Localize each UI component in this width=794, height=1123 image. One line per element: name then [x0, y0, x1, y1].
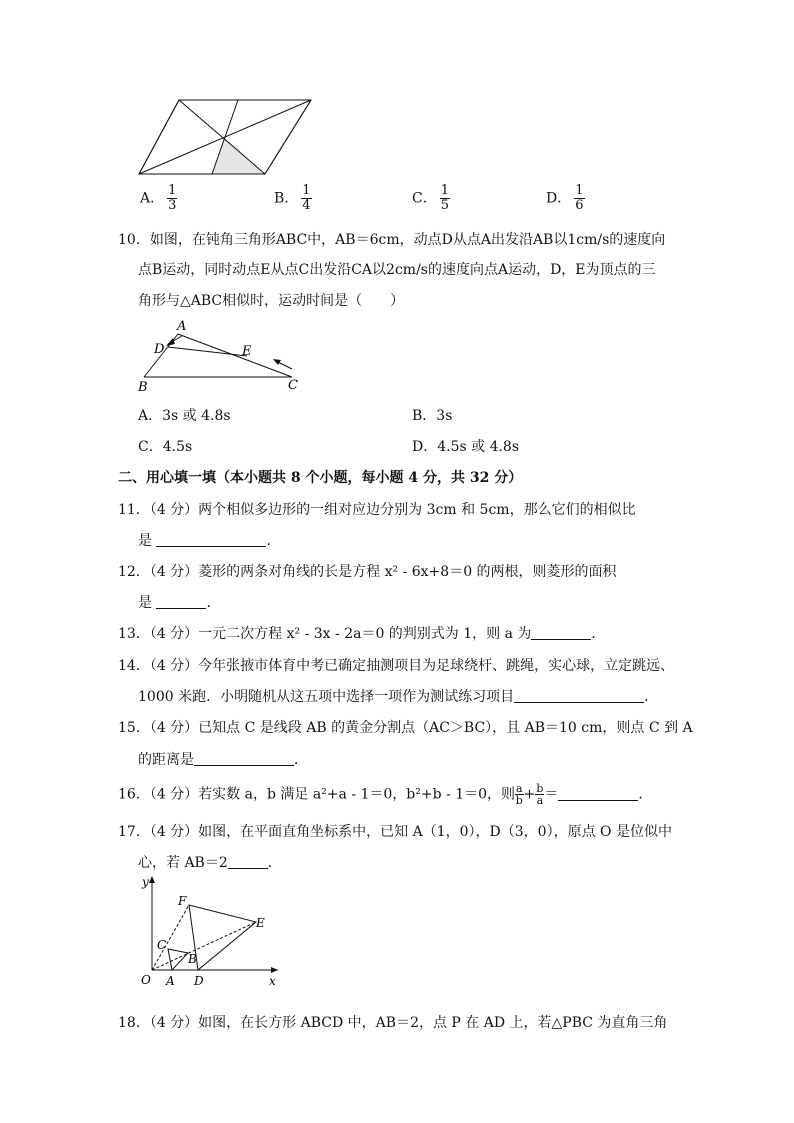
q9-option-c: C． $\frac{1}{5}$ [412, 183, 449, 213]
q13-line1: 13．（4 分）一元二次方程 x² - 3x - 2a＝0 的判别式为 1，则 a 为 ． [118, 626, 606, 642]
q10-option-a: A．3s 或 4.8s [138, 408, 231, 424]
q9-option-d: D． $\frac{1}{6}$ [546, 183, 584, 213]
q12-line2: 是 ． [138, 595, 221, 611]
q10-line3: 角形与△ABC相似时，运动时间是（ ） [138, 293, 405, 309]
q14-line2: 1000 米跑．小明随机从这五项中选择一项作为测试练习项目 ． [138, 689, 659, 705]
q14-answer-blank[interactable] [514, 688, 644, 703]
q17-label-d: D [194, 974, 204, 988]
q11-line2: 是 ． [138, 533, 281, 549]
q10-option-b: B．3s [412, 408, 453, 424]
q12-answer-blank[interactable] [156, 594, 206, 609]
q17-answer-blank[interactable] [228, 854, 268, 869]
q17-coordinate-figure [132, 872, 282, 992]
q17-label-y: y [142, 875, 149, 889]
q9-option-a: A． $\frac{1}{3}$ [140, 183, 177, 213]
q10-line2: 点B运动，同时动点E从点C出发沿CA以2cm/s的速度向点A运动，D，E为顶点的三 [138, 262, 656, 278]
q10-option-c: C．4.5s [138, 439, 193, 455]
section-2-title: 二、用心填一填（本小题共 8 个小题，每小题 4 分，共 32 分） [118, 470, 523, 486]
q13-answer-blank[interactable] [531, 625, 591, 640]
q16-fraction-b-over-a: $\frac{b}{a}$ [536, 782, 544, 807]
q17-label-e: E [256, 916, 265, 930]
q10-label-e: E [242, 344, 252, 359]
q10-label-b: B [138, 380, 148, 394]
q14-line1: 14．（4 分）今年张掖市体育中考已确定抽测项目为足球绕杆、跳绳，实心球，立定跳远、 [118, 658, 675, 674]
q17-label-a: A [166, 974, 175, 988]
q9-option-b-fraction: $\frac{1}{4}$ [302, 183, 311, 213]
q17-line2: 心，若 AB＝2 ． [138, 855, 282, 871]
q15-line1: 15．（4 分）已知点 C 是线段 AB 的黄金分割点（AC＞BC），且 AB＝10 cm，则点 C 到 A [118, 720, 693, 736]
q17-label-x: x [269, 974, 276, 988]
q9-parallelogram-figure [130, 93, 320, 179]
q12-line1: 12．（4 分）菱形的两条对角线的长是方程 x² - 6x+8＝0 的两根，则菱形的面积 [118, 564, 617, 580]
q17-line1: 17．（4 分）如图，在平面直角坐标系中，已知 A（1，0），D（3，0），原点 O 是位似中 [118, 824, 672, 840]
q15-answer-blank[interactable] [194, 751, 294, 766]
q9-option-b: B． $\frac{1}{4}$ [274, 183, 311, 213]
q11-line1: 11．（4 分）两个相似多边形的一组对应边分别为 3cm 和 5cm，那么它们的相似比 [118, 502, 636, 518]
q10-label-c: C [288, 378, 298, 393]
q17-label-o: O [141, 973, 151, 987]
q18-line1: 18．（4 分）如图，在长方形 ABCD 中，AB＝2，点 P 在 AD 上，若△PBC 为直角三角 [118, 1015, 668, 1031]
q17-label-c: C [157, 938, 167, 952]
q10-option-d: D．4.5s 或 4.8s [412, 439, 520, 455]
q11-answer-blank[interactable] [156, 532, 266, 547]
q15-line2: 的距离是 ． [138, 752, 308, 768]
q17-label-b: B [188, 952, 197, 966]
q16-answer-blank[interactable] [558, 786, 638, 801]
q16-line1: 16．（4 分）若实数 a，b 满足 a²+a - 1＝0，b²+b - 1＝0，则 $\frac{a}{b}$ + $\frac{b}{a}$ ＝ ． [118, 782, 653, 807]
q9-option-d-fraction: $\frac{1}{6}$ [575, 183, 584, 213]
q17-label-f: F [178, 894, 187, 908]
q9-option-c-fraction: $\frac{1}{5}$ [440, 183, 449, 213]
q10-label-a: A [177, 319, 187, 334]
q10-label-d: D [154, 342, 165, 357]
q10-line1: 10．如图，在钝角三角形ABC中，AB＝6cm，动点D从点A出发沿AB以1cm/s的速度向 [118, 232, 666, 248]
q9-option-a-fraction: $\frac{1}{3}$ [168, 183, 177, 213]
q10-triangle-figure [132, 318, 312, 394]
q16-fraction-a-over-b: $\frac{a}{b}$ [515, 782, 523, 807]
